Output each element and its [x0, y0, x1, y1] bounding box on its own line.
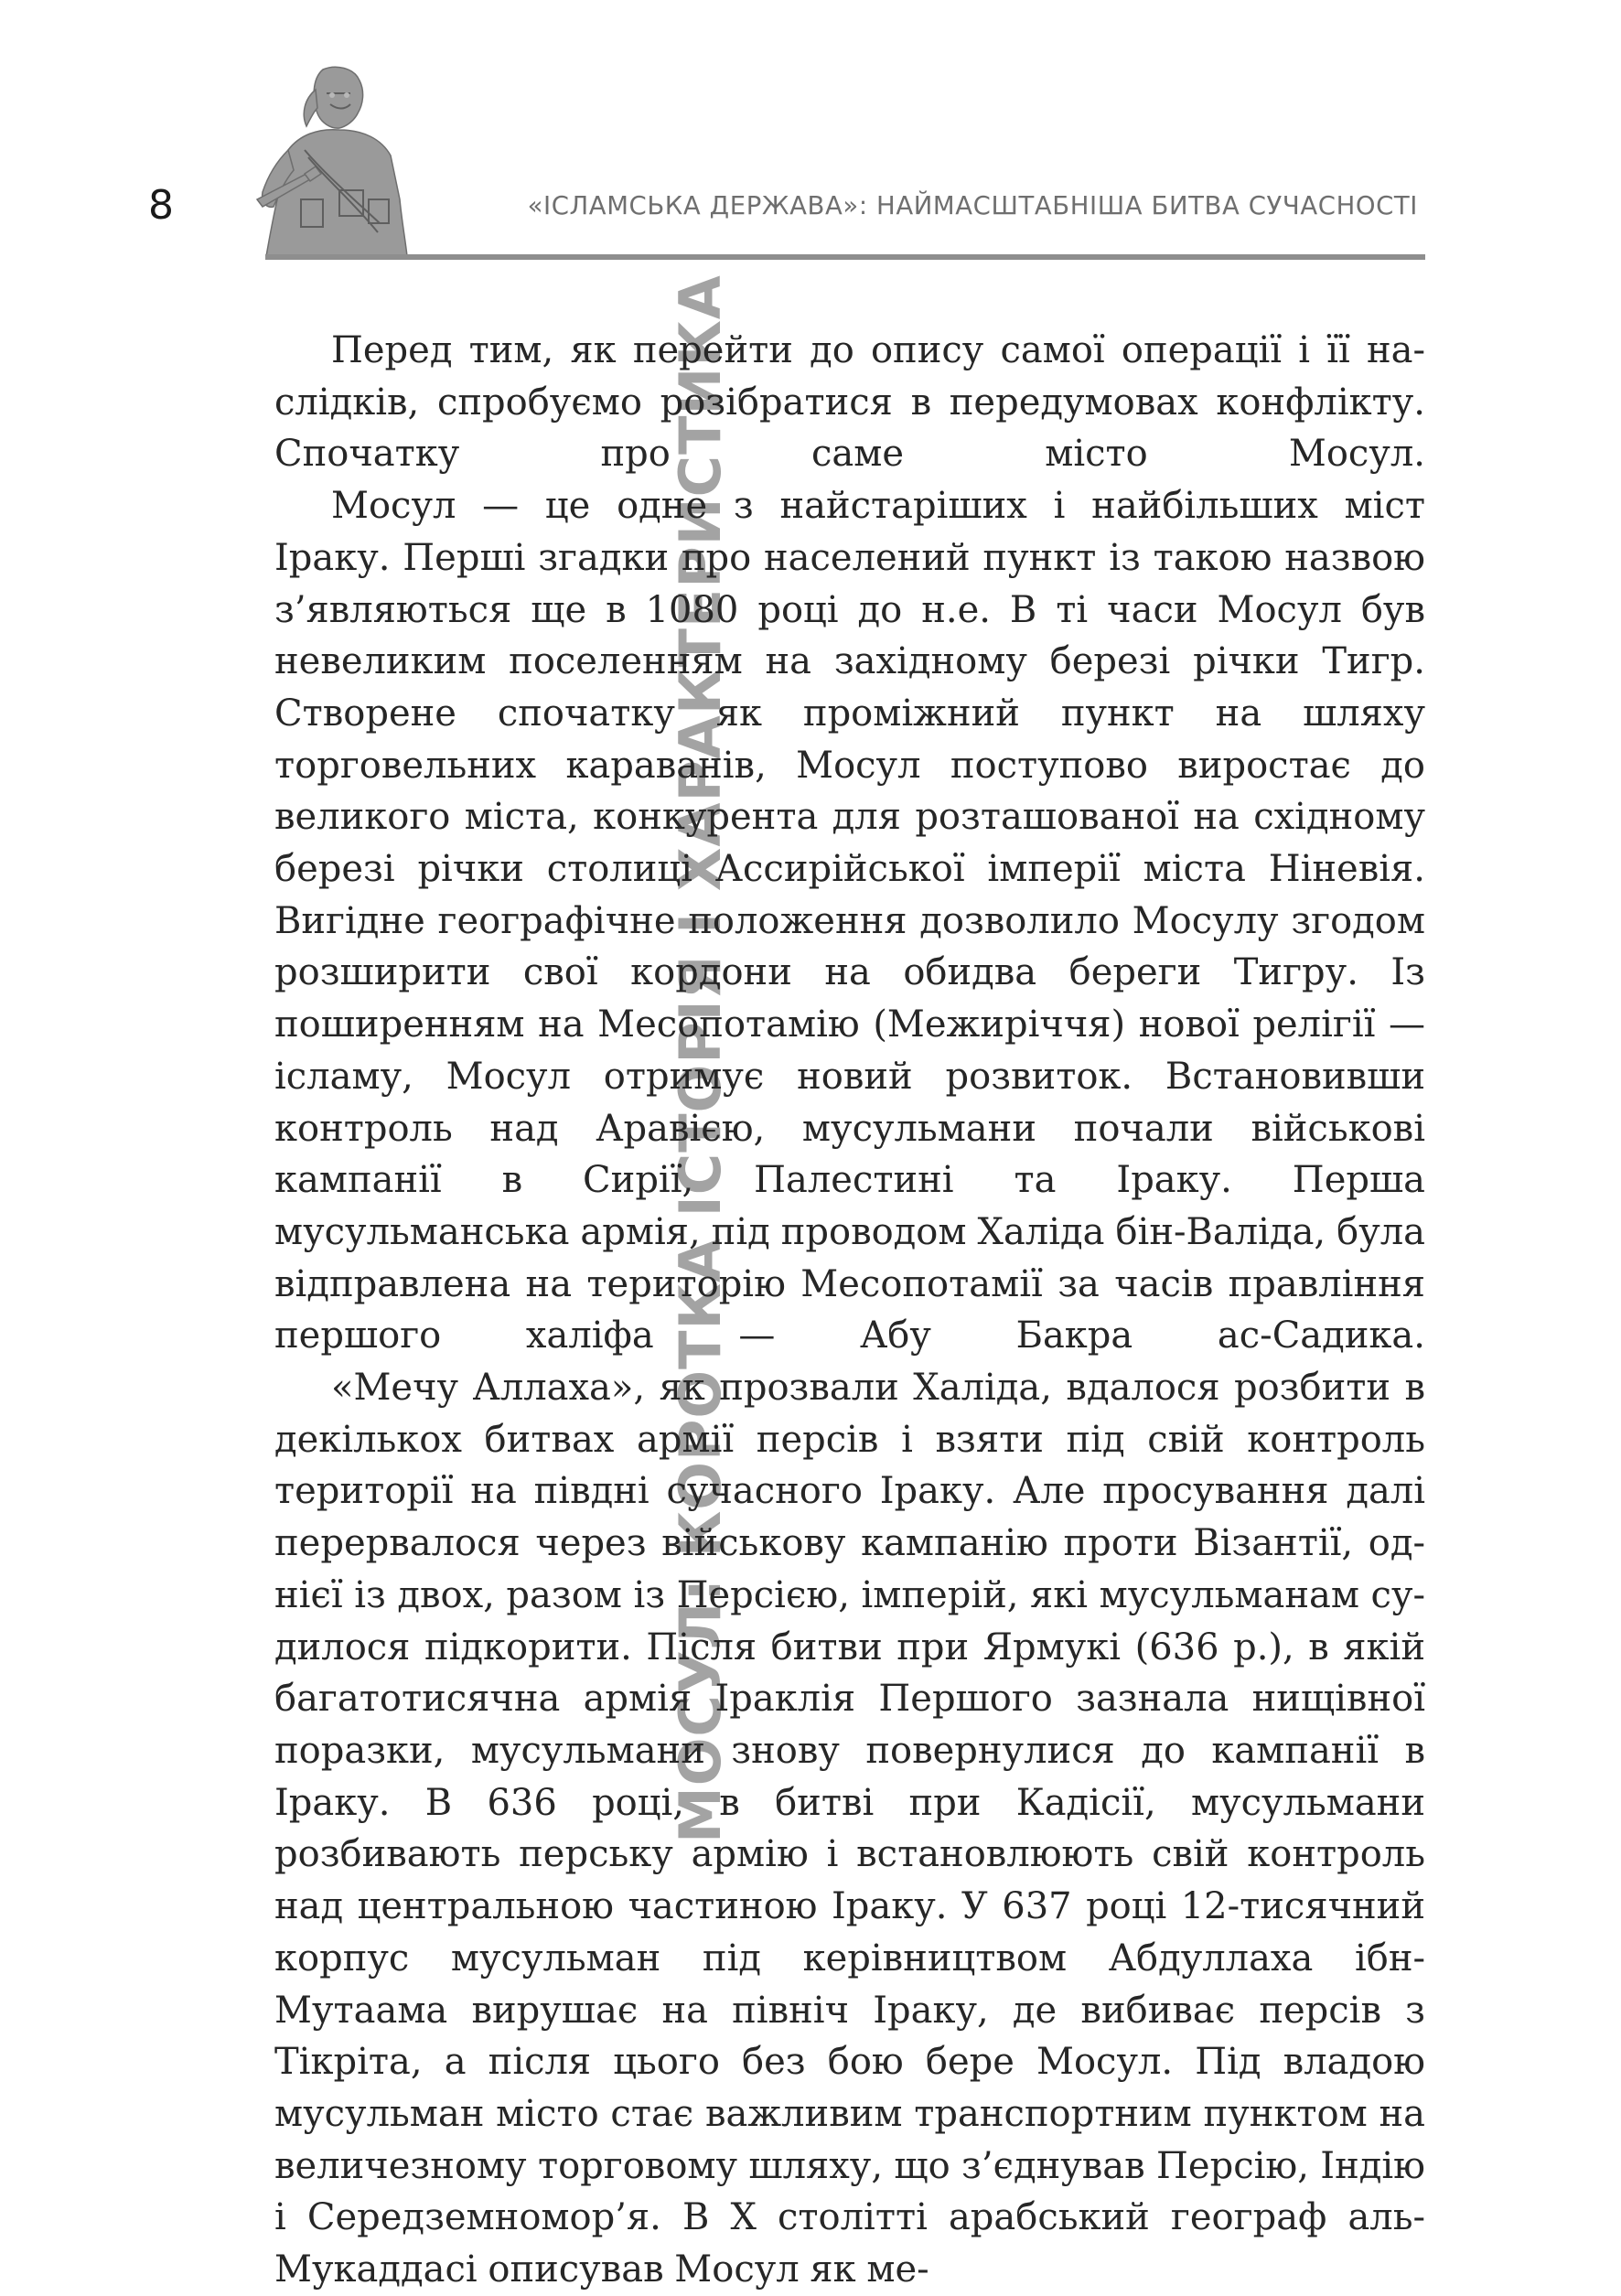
paragraph-intro: Перед тим, як перейти до опису самої операції і її наслідків, спробуємо розібратися в передумовах конфлікту. Спочатку про саме місто Мосул. — [274, 329, 1425, 476]
soldier-emblem-icon — [252, 62, 421, 256]
body-text — [274, 274, 1425, 2296]
running-header-title: «ІСЛАМСЬКА ДЕРЖАВА»: НАЙМАСШТАБНІША БИТВА СУЧАСНОСТІ — [527, 191, 1418, 220]
header-rule — [265, 254, 1425, 260]
chapter-side-title: МОСУЛ: КОРОТКА ІСТОРІЯ І ХАРАКТЕРИСТИКА — [667, 274, 734, 1843]
paragraph-sword-of-allah: «Мечу Аллаха», як прозвали Халіда, вдалося розбити в декількох битвах армії персів і взяти під свій контроль території на півдні сучасного Іраку. Але просування далі перервалося через військову кампанію проти Візантії, однієї із двох, разом із Персією, імперій, які мусульманам судилося підкорити. Після битви при Ярмукі (636 р.), в якій багатотисячна армія Іраклія Першого зазнала нищівної поразки, мусульмани знову повернулися до кампанії в Іраку. В 636 році, в битві при Кадісії, мусульмани розбивають перську армію і встановлюють свій контроль над центральною частиною Іраку. У 637 році 12-тисячний корпус мусульман під керівництвом Абдуллаха ібн-Мутаама вирушає на північ Іраку, де вибиває персів з Тікріта, а після цього без бою бере Мосул. Під владою мусульман місто стає важливим транспортним пунктом на величезному торговому шляху, що з’єднував Персію, Індію і Середземномор’я. В Х столітті арабський географ аль-Мукаддасі описував Мосул як ме- — [274, 1367, 1425, 2291]
paragraph-mosul-history: Мосул — це одне з найстаріших і найбільших міст Іраку. Перші згадки про населений пункт із такою назвою з’являються ще в 1080 році до н.е. В ті часи Мосул був невеликим поселенням на західному березі річки Тигр. Створене спочатку як проміжний пункт на шляху торговельних караванів, Мосул поступово виростає до великого міста, конкурента для розташованої на східному березі річки столиці Ассирійської імперії міста Ніневія. Вигідне географічне положення дозволило Мосулу згодом розширити свої кордони на обидва береги Тигру. Із поширенням на Месопотамію (Межиріччя) нової релігії — ісламу, Мосул отримує новий розвиток. Встановивши контроль над Аравією, мусульмани почали військові кампанії в Сирії, Палестині та Іраку. Перша мусульманська армія, під проводом Халіда бін-Валіда, була відправлена на територію Месопотамії за часів правління першого халіфа — Абу Бакра ас-Садика. — [274, 485, 1425, 1357]
page-number: 8 — [148, 182, 174, 229]
